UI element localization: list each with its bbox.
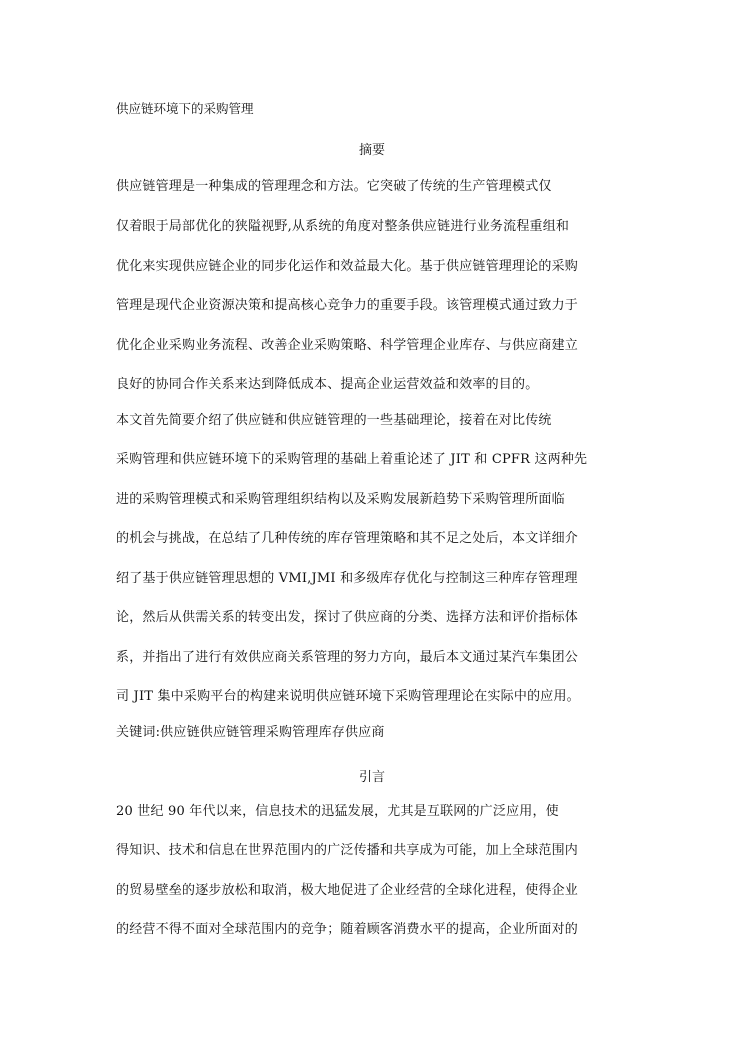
keywords-line: 关键词:供应链供应链管理采购管理库存供应商 bbox=[116, 725, 385, 740]
document-title: 供应链环境下的采购管理 bbox=[116, 101, 254, 116]
abstract-line: 的机会与挑战，在总结了几种传统的库存管理策略和其不足之处后，本文详细介 bbox=[116, 531, 579, 546]
abstract-line: 优化企业采购业务流程、改善企业采购策略、科学管理企业库存、与供应商建立 bbox=[116, 338, 579, 353]
abstract-line: 论，然后从供需关系的转变出发，探讨了供应商的分类、选择方法和评价指标体 bbox=[116, 610, 579, 625]
intro-heading: 引言 bbox=[358, 770, 385, 785]
abstract-line: 供应链管理是一种集成的管理理念和方法。它突破了传统的生产管理模式仅 bbox=[116, 179, 552, 194]
abstract-line: 绍了基于供应链管理思想的 VMI,JMI 和多级库存优化与控制这三种库存管理理 bbox=[116, 571, 578, 586]
abstract-line: 优化来实现供应链企业的同步化运作和效益最大化。基于供应链管理理论的采购 bbox=[116, 259, 579, 274]
abstract-line: 采购管理和供应链环境下的采购管理的基础上着重论述了 JIT 和 CPFR 这两种先 bbox=[116, 452, 588, 467]
abstract-line: 进的采购管理模式和采购管理组织结构以及采购发展新趋势下采购管理所面临 bbox=[116, 492, 565, 507]
abstract-line: 管理是现代企业资源决策和提高核心竞争力的重要手段。该管理模式通过致力于 bbox=[116, 298, 579, 313]
abstract-heading: 摘要 bbox=[358, 143, 385, 158]
abstract-line: 司 JIT 集中采购平台的构建来说明供应链环境下采购管理理论在实际中的应用。 bbox=[116, 689, 580, 704]
abstract-line: 系，并指出了进行有效供应商关系管理的努力方向，最后本文通过某汽车集团公 bbox=[116, 650, 579, 665]
abstract-line: 仅着眼于局部优化的狭隘视野,从系统的角度对整条供应链进行业务流程重组和 bbox=[116, 219, 570, 234]
intro-line: 的经营不得不面对全球范围内的竞争；随着顾客消费水平的提高，企业所面对的 bbox=[116, 922, 579, 937]
abstract-line: 良好的协同合作关系来达到降低成本、提高企业运营效益和效率的目的。 bbox=[116, 377, 539, 392]
intro-line: 的贸易壁垒的逐步放松和取消，极大地促进了企业经营的全球化进程，使得企业 bbox=[116, 883, 579, 898]
abstract-line: 本文首先简要介绍了供应链和供应链管理的一些基础理论，接着在对比传统 bbox=[116, 413, 552, 428]
intro-line: 20 世纪 90 年代以来，信息技术的迅猛发展，尤其是互联网的广泛应用，使 bbox=[116, 804, 559, 819]
intro-line: 得知识、技术和信息在世界范围内的广泛传播和共享成为可能，加上全球范围内 bbox=[116, 843, 579, 858]
